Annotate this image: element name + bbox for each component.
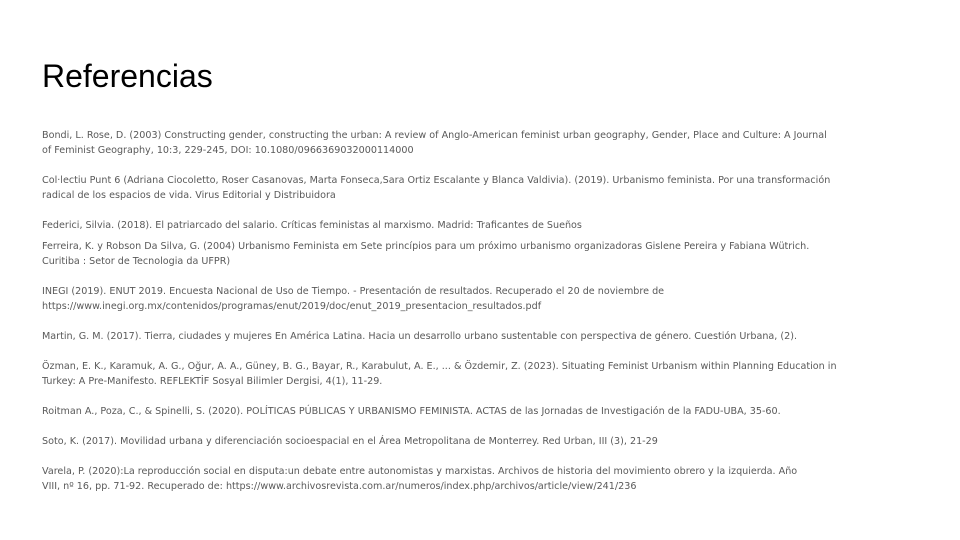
slide-title: Referencias [42,58,213,94]
reference-item [42,218,919,233]
reference-item [42,404,919,419]
reference-item [42,128,919,158]
reference-line: of Feminist Geography, 10:3, 229-245, DOI: 10.1080/0966369032000114000 [42,145,414,156]
reference-item [42,359,919,389]
reference-item [42,239,919,269]
reference-line: Federici, Silvia. (2018). El patriarcado del salario. Críticas feministas al marxismo. Madrid: Traficantes de Sueños [42,220,582,231]
reference-item [42,434,919,449]
reference-item [42,464,919,494]
reference-line: Roitman A., Poza, C., & Spinelli, S. (2020). POLÍTICAS PÚBLICAS Y URBANISMO FEMINISTA. ACTAS de las Jornadas de Investigación de la FADU-UBA, 35-60. [42,406,781,417]
reference-item [42,173,919,203]
reference-line: https://www.inegi.org.mx/contenidos/programas/enut/2019/doc/enut_2019_presentacion_resultados.pdf [42,301,542,312]
reference-line: Curitiba : Setor de Tecnologia da UFPR) [42,256,231,267]
reference-line: VIII, nº 16, pp. 71-92. Recuperado de: https://www.archivosrevista.com.ar/numeros/index.php/archivos/article/view/241/236 [42,481,637,492]
reference-line: INEGI (2019). ENUT 2019. Encuesta Nacional de Uso de Tiempo. - Presentación de resultados. Recuperado el 20 de noviembre de [42,286,665,297]
reference-line: Ferreira, K. y Robson Da Silva, G. (2004) Urbanismo Feminista em Sete princípios para um próximo urbanismo organizadoras Gislene Pereira y Fabiana Wütrich. [42,241,810,252]
reference-line: Soto, K. (2017). Movilidad urbana y diferenciación socioespacial en el Área Metropolitana de Monterrey. Red Urban, III (3), 21-29 [42,436,658,447]
reference-list [42,128,919,494]
reference-item [42,329,919,344]
reference-line: Turkey: A Pre-Manifesto. REFLEKTİF Sosyal Bilimler Dergisi, 4(1), 11-29. [42,376,383,387]
reference-line: Martin, G. M. (2017). Tierra, ciudades y mujeres En América Latina. Hacia un desarrollo urbano sustentable con perspectiva de género. Cuestión Urbana, (2). [42,331,798,342]
reference-item [42,284,919,314]
reference-line: Bondi, L. Rose, D. (2003) Constructing gender, constructing the urban: A review of Anglo-American feminist urban geography, Gender, Place and Culture: A Journal [42,130,827,141]
reference-line: Col·lectiu Punt 6 (Adriana Ciocoletto, Roser Casanovas, Marta Fonseca,Sara Ortiz Escalante y Blanca Valdivia). (2019). Urbanismo feminista. Por una transformación [42,175,831,186]
reference-line: Özman, E. K., Karamuk, A. G., Oğur, A. A., Güney, B. G., Bayar, R., Karabulut, A. E., ... & Özdemir, Z. (2023). Situating Feminist Urbanism within Planning Education in [42,361,837,372]
reference-line: Varela, P. (2020):La reproducción social en disputa:un debate entre autonomistas y marxistas. Archivos de historia del movimiento obrero y la izquierda. Año [42,466,798,477]
reference-line: radical de los espacios de vida. Virus Editorial y Distribuidora [42,190,336,201]
